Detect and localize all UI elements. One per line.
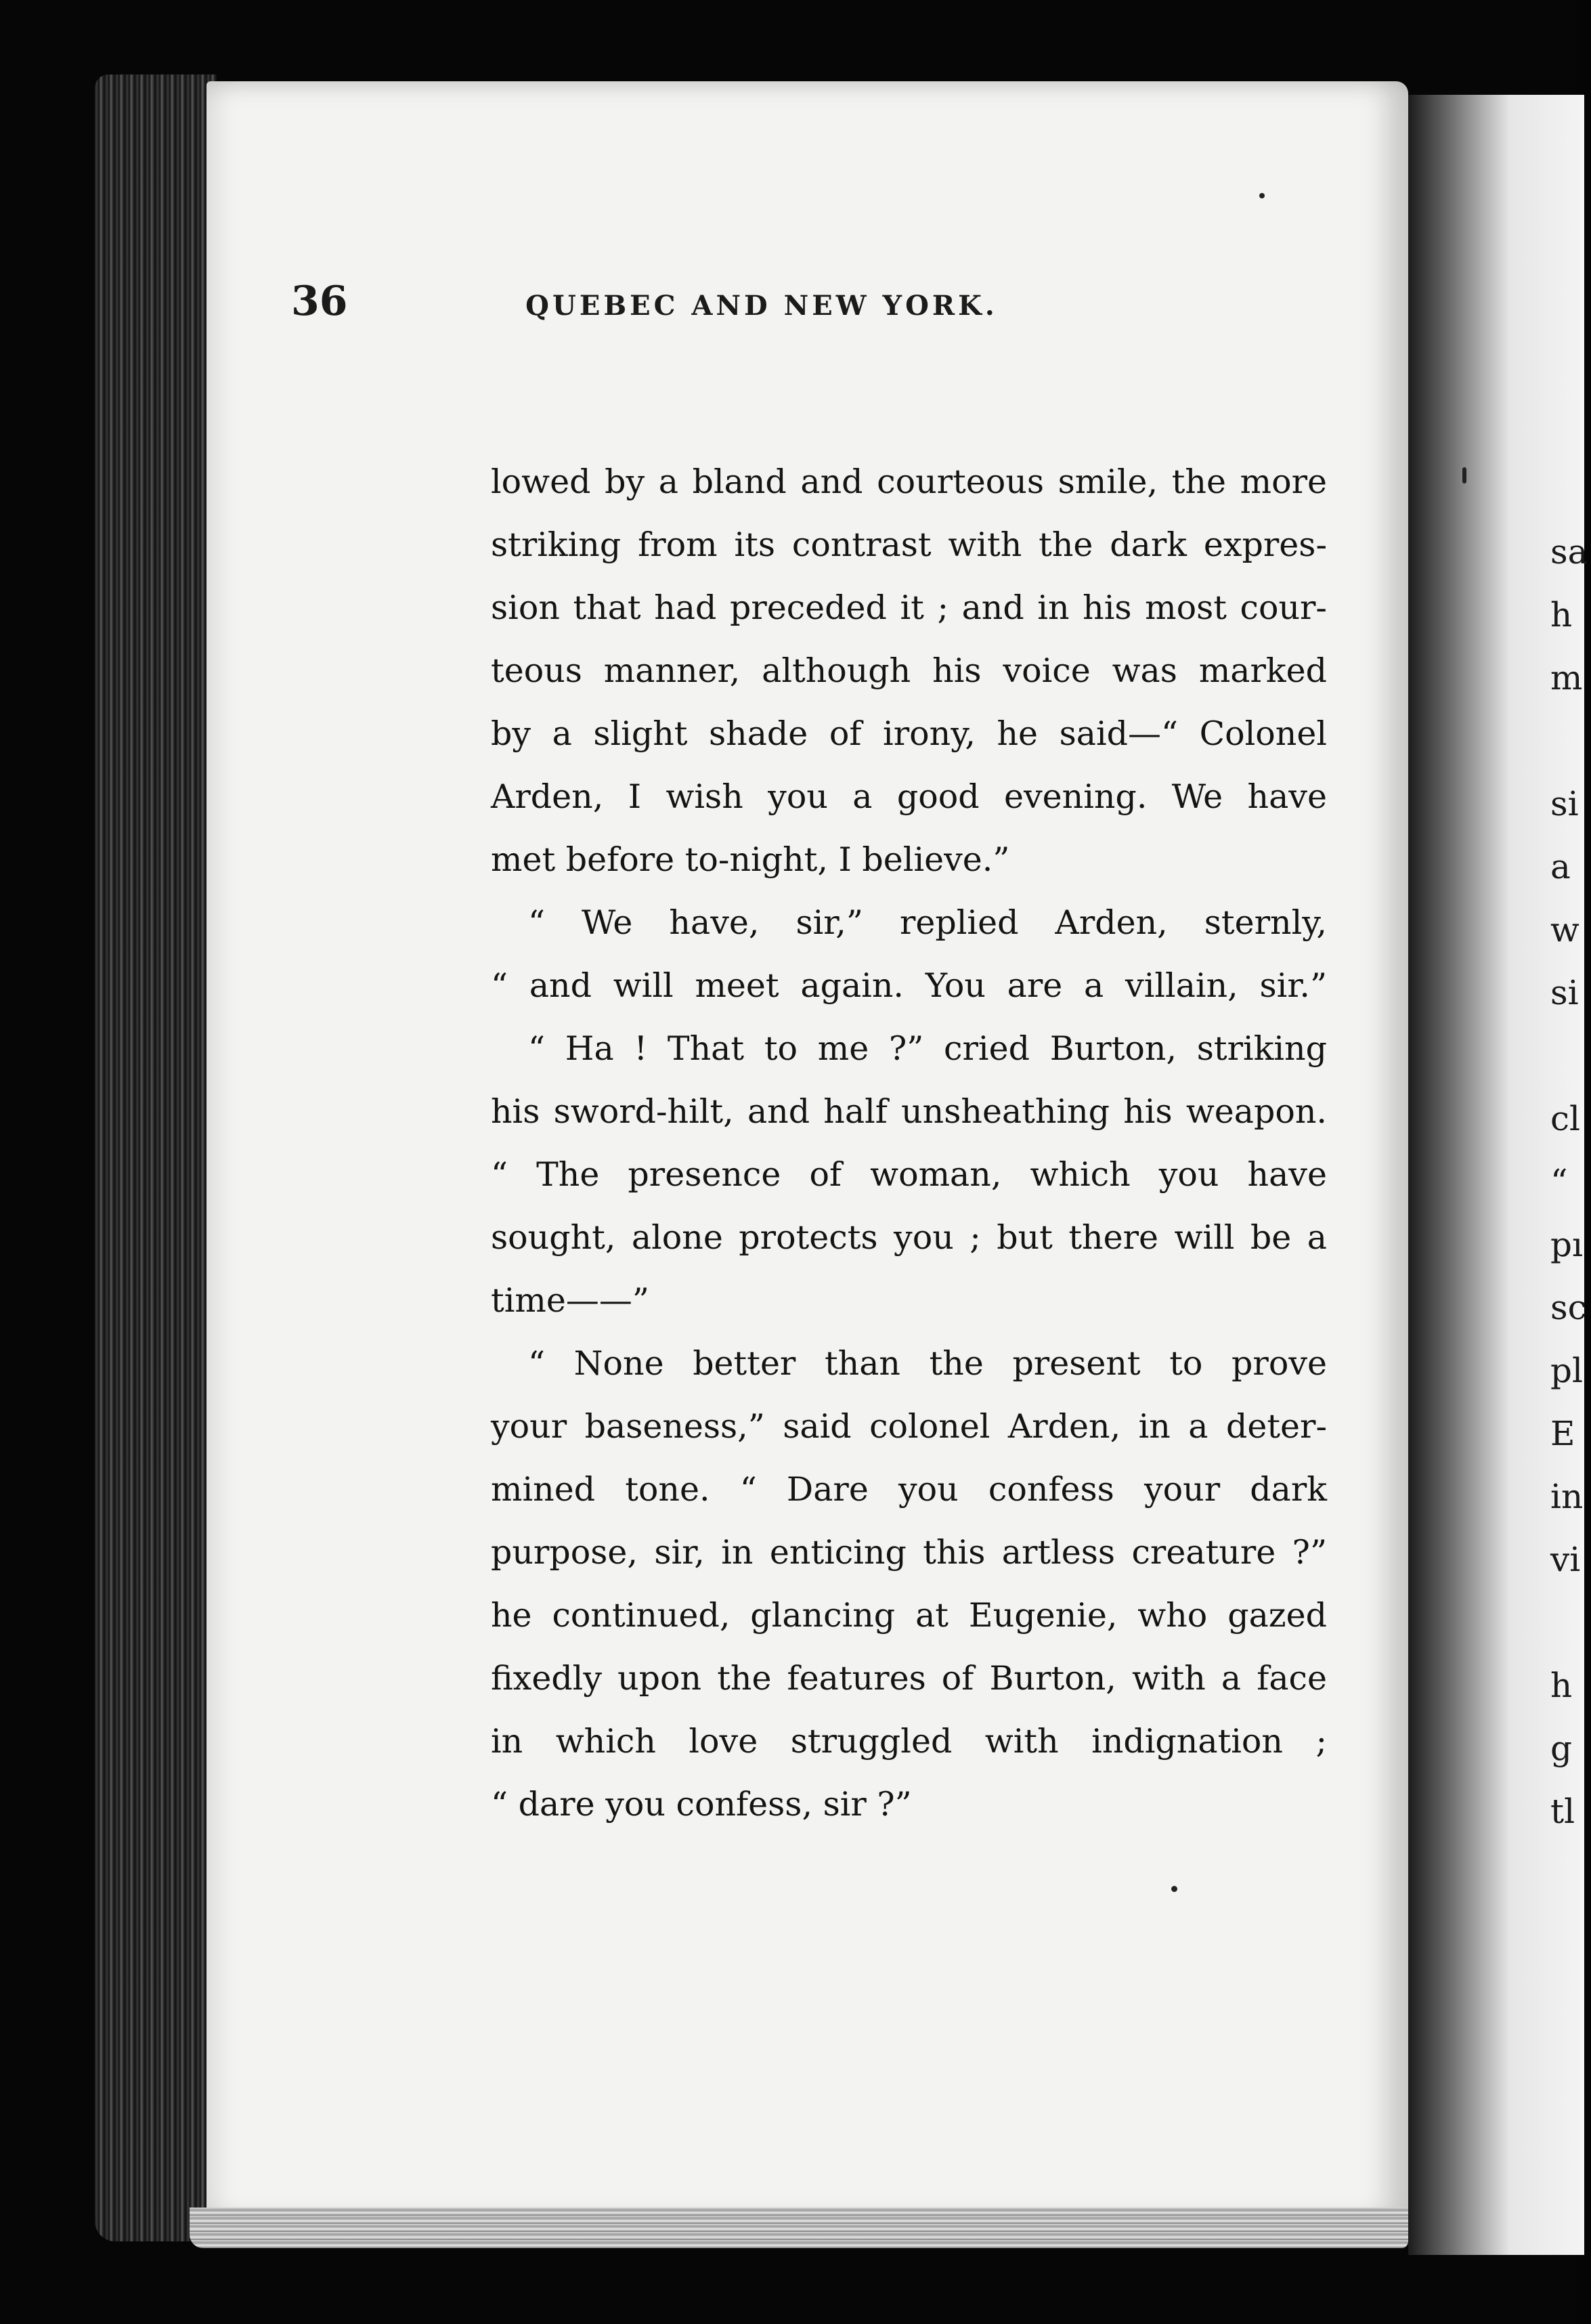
facing-fragment: h	[1550, 1666, 1573, 1705]
text-line: striking from its contrast with the dark expres-	[491, 525, 1327, 564]
text-line: “ Ha ! That to me ?” cried Burton, striking	[528, 1029, 1327, 1068]
facing-fragment: in	[1550, 1477, 1584, 1516]
page-edges-bottom	[190, 2208, 1408, 2248]
facing-fragment: E	[1550, 1414, 1575, 1453]
paper-speck	[1462, 467, 1466, 483]
text-line: sought, alone protects you ; but there will be a	[491, 1218, 1327, 1257]
facing-fragment: g	[1550, 1729, 1573, 1768]
facing-fragment: “	[1550, 1162, 1568, 1201]
facing-fragment: vi	[1550, 1540, 1581, 1579]
text-line: his sword-hilt, and half unsheathing his weapon.	[491, 1092, 1327, 1131]
text-line: mined tone. “ Dare you confess your dark	[491, 1470, 1327, 1509]
text-line: time——”	[491, 1281, 649, 1320]
text-line: “ We have, sir,” replied Arden, sternly,	[528, 903, 1327, 942]
facing-fragment: si	[1550, 973, 1579, 1012]
text-line: your baseness,” said colonel Arden, in a deter-	[491, 1407, 1327, 1446]
facing-page-text	[1550, 532, 1591, 1857]
facing-fragment: pl	[1550, 1351, 1583, 1390]
text-line: teous manner, although his voice was marked	[491, 651, 1327, 690]
text-line: “ The presence of woman, which you have	[491, 1155, 1327, 1194]
running-title: QUEBEC AND NEW YORK.	[525, 290, 998, 322]
facing-fragment: pı	[1550, 1225, 1583, 1264]
body-text	[491, 450, 1327, 1836]
facing-fragment: sa	[1550, 532, 1588, 572]
page-edges-left	[95, 74, 217, 2241]
facing-fragment: h	[1550, 595, 1573, 634]
facing-fragment: a	[1550, 847, 1571, 886]
paper-speck	[1171, 1886, 1177, 1892]
facing-fragment	[1550, 1606, 1591, 1669]
text-line: purpose, sir, in enticing this artless creature ?”	[491, 1533, 1327, 1572]
text-line: met before to-night, I believe.”	[491, 840, 1010, 879]
facing-fragment: sc	[1550, 1288, 1587, 1327]
running-head	[291, 278, 1232, 325]
facing-fragment: si	[1550, 784, 1579, 823]
text-line: sion that had preceded it ; and in his most cour-	[491, 588, 1327, 627]
facing-fragment: cl	[1550, 1099, 1580, 1138]
text-line: “ dare you confess, sir ?”	[491, 1785, 912, 1824]
facing-fragment: tl	[1550, 1792, 1575, 1831]
text-line: “ and will meet again. You are a villain, sir.”	[491, 966, 1327, 1005]
text-line: in which love struggled with indignation ;	[491, 1722, 1327, 1761]
facing-fragment	[1550, 1039, 1591, 1102]
text-line: “ None better than the present to prove	[528, 1344, 1327, 1383]
facing-fragment	[1550, 724, 1591, 787]
paper-speck	[1259, 193, 1265, 198]
text-line: Arden, I wish you a good evening. We have	[491, 777, 1327, 816]
text-line: fixedly upon the features of Burton, with a face	[491, 1659, 1327, 1698]
page-number: 36	[291, 278, 348, 325]
text-line: he continued, glancing at Eugenie, who gazed	[491, 1596, 1327, 1635]
facing-fragment: m	[1550, 658, 1583, 697]
text-line: by a slight shade of irony, he said—“ Colonel	[491, 714, 1327, 753]
facing-fragment: w	[1550, 910, 1579, 949]
text-line: lowed by a bland and courteous smile, the more	[491, 462, 1327, 501]
